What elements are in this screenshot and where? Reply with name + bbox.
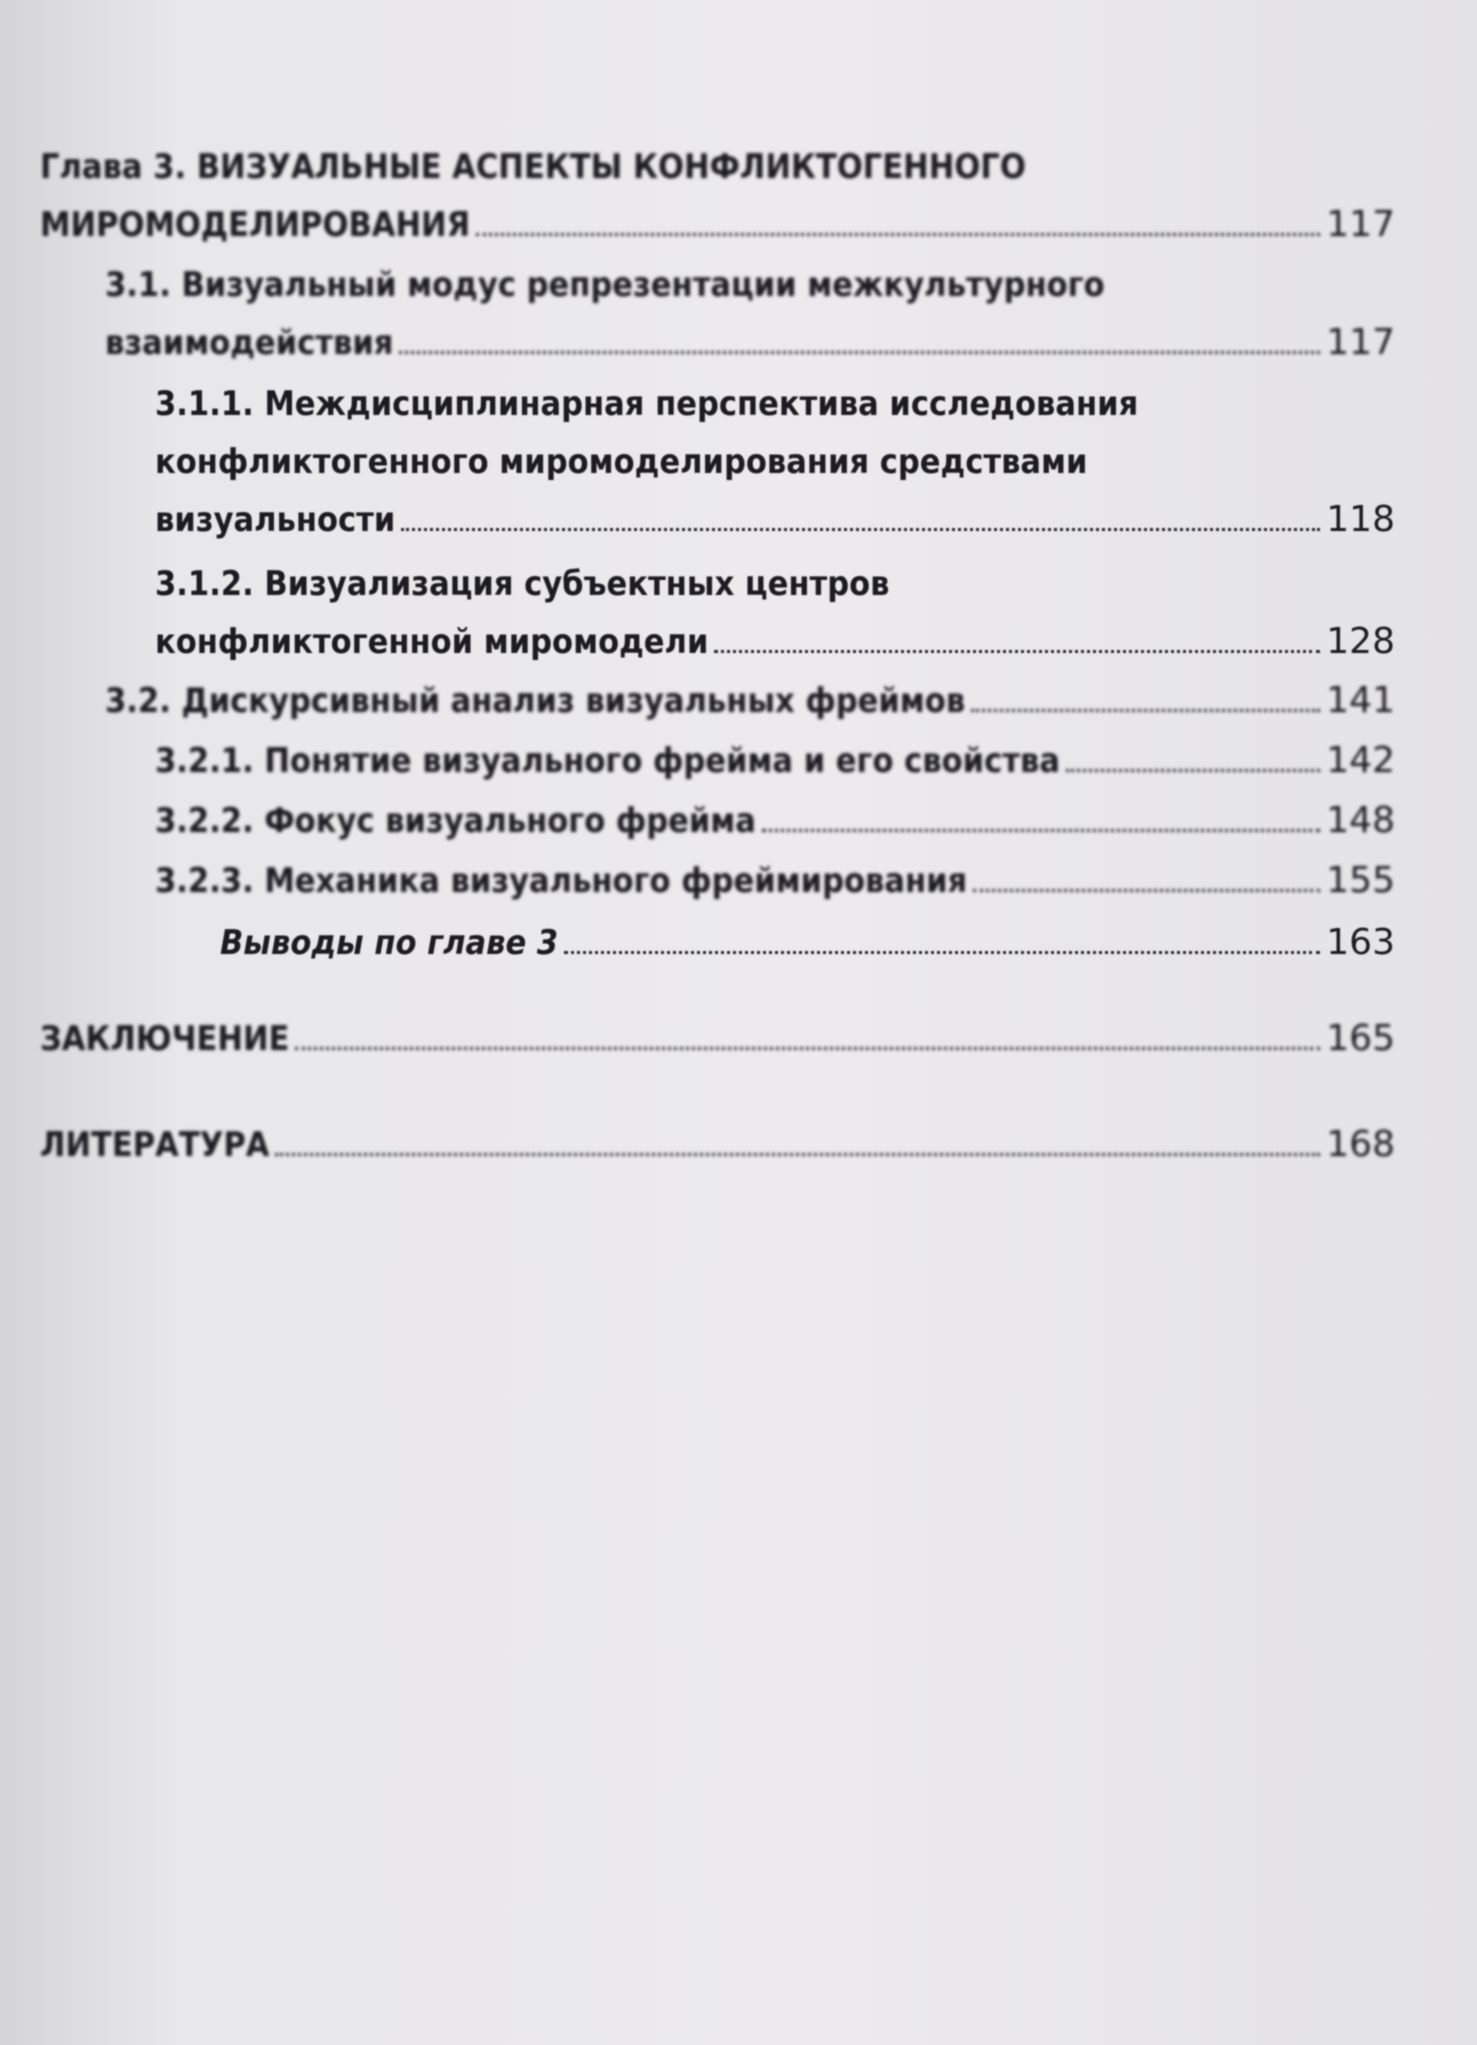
toc-entry-title: ЛИТЕРАТУРА: [40, 1125, 270, 1165]
dot-leader: [476, 233, 1320, 236]
toc-entry-literatura[interactable]: [40, 1116, 1395, 1174]
toc-page-number: 118: [1326, 499, 1395, 540]
toc-page-number: 141: [1326, 680, 1395, 721]
toc-entry-title: 3.1.2. Визуализация субъектных центров: [155, 564, 890, 604]
toc-entry-title: 3.2.3. Механика визуального фреймирования: [155, 861, 968, 901]
toc-page-number: 165: [1326, 1018, 1395, 1059]
toc-entry-title: МИРОМОДЕЛИРОВАНИЯ: [40, 205, 471, 245]
dot-leader: [401, 528, 1320, 531]
dot-leader: [971, 709, 1320, 712]
toc-page-number: 155: [1326, 860, 1395, 901]
dot-leader: [762, 829, 1320, 832]
toc-entry-3-1-2[interactable]: [40, 555, 1395, 671]
toc-entry-3-2-3[interactable]: [40, 852, 1395, 910]
dot-leader: [1066, 769, 1320, 772]
toc-entry-title: 3.1. Визуальный модус репрезентации межкультурного: [105, 265, 1105, 305]
toc-entry-3-1-1[interactable]: [40, 375, 1395, 549]
toc-entry-3-2-1[interactable]: [40, 732, 1395, 790]
toc-page-number: 168: [1326, 1124, 1395, 1165]
dot-leader: [714, 650, 1320, 653]
dot-leader: [275, 1153, 1320, 1156]
dot-leader: [973, 889, 1320, 892]
toc-entry-title: визуальности: [155, 500, 396, 540]
toc-entry-title: Выводы по главе 3: [220, 923, 559, 963]
toc-entry-3-2[interactable]: [40, 672, 1395, 730]
toc-entry-title: 3.2.1. Понятие визуального фрейма и его свойства: [155, 741, 1060, 781]
toc-entry-title: конфликтогенного миромоделирования средствами: [155, 442, 1088, 482]
dot-leader: [564, 951, 1320, 954]
toc-entry-3-1[interactable]: [40, 256, 1395, 372]
toc-entry-title: 3.2. Дискурсивный анализ визуальных фреймов: [105, 681, 966, 721]
toc-entry-title: конфликтогенной миромодели: [155, 622, 709, 662]
toc-entry-title: Глава 3. ВИЗУАЛЬНЫЕ АСПЕКТЫ КОНФЛИКТОГЕННОГО: [40, 147, 1026, 187]
toc-entry-3-2-2[interactable]: [40, 792, 1395, 850]
dot-leader: [399, 351, 1320, 354]
toc-entry-title: 3.1.1. Междисциплинарная перспектива исследования: [155, 384, 1139, 424]
toc-entry-title: взаимодействия: [105, 323, 394, 363]
toc-page-number: 163: [1326, 922, 1395, 963]
toc-entry-zaklyuchenie[interactable]: [40, 1010, 1395, 1068]
toc-page-number: 117: [1326, 204, 1395, 245]
toc-entry-title: ЗАКЛЮЧЕНИЕ: [40, 1019, 290, 1059]
toc-entry-title: 3.2.2. Фокус визуального фрейма: [155, 801, 756, 841]
toc-entry-chapter-3[interactable]: [40, 138, 1395, 254]
toc-page-number: 128: [1326, 621, 1395, 662]
toc-page-number: 142: [1326, 740, 1395, 781]
toc-entry-conclusions[interactable]: [40, 914, 1395, 972]
dot-leader: [295, 1047, 1320, 1050]
toc-page-number: 117: [1326, 322, 1395, 363]
toc-page-number: 148: [1326, 800, 1395, 841]
